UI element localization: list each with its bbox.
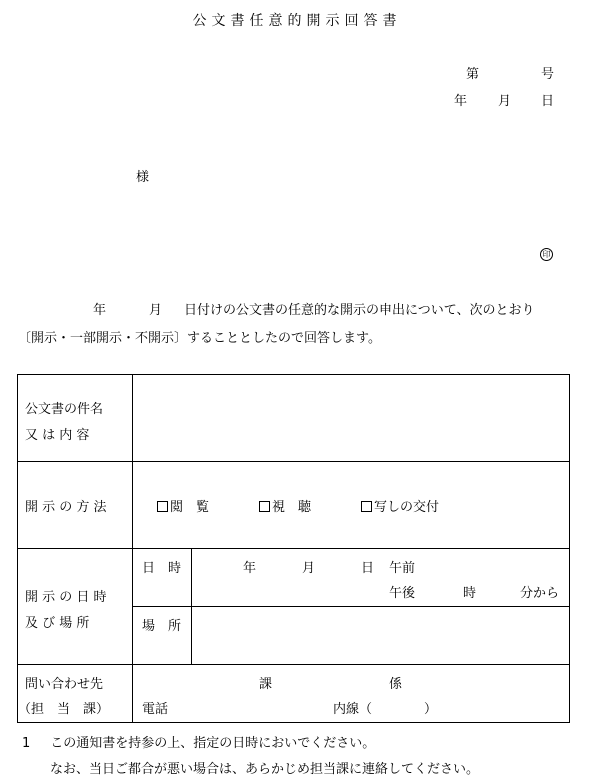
dt-hour: 時 [463, 586, 477, 601]
note-1-number: 1 [22, 736, 31, 751]
contact-phone: 電話 [142, 702, 169, 717]
body-line-1 [93, 299, 535, 318]
label-or-content: 又 は 内 容 [25, 428, 90, 443]
method-option-listen[interactable] [259, 496, 311, 515]
label-disclosure-datetime: 開 示 の 日 時 [25, 590, 107, 605]
method-listen-label: 視 聴 [272, 500, 312, 515]
dt-year: 年 [243, 561, 257, 576]
label-document-name: 公文書の件名 [25, 402, 104, 417]
contact-subsection: 係 [389, 677, 403, 692]
document-title: 公文書任意的開示回答書 [192, 13, 402, 29]
dt-month: 月 [302, 561, 316, 576]
note-1 [22, 732, 375, 751]
checkbox-icon[interactable] [361, 501, 372, 512]
dt-am: 午前 [389, 561, 416, 576]
date-year: 年 [454, 94, 468, 109]
label-and-place: 及 び 場 所 [25, 616, 90, 631]
seal-mark: 印 [540, 248, 553, 261]
body-year: 年 [93, 303, 107, 318]
note-2: なお、当日ご都合が悪い場合は、あらかじめ担当課に連絡してください。 [50, 762, 480, 777]
dt-day: 日 [361, 561, 375, 576]
dt-minute-from: 分から [520, 586, 560, 601]
body-month: 月 [149, 303, 163, 318]
method-copy-label: 写しの交付 [374, 500, 440, 515]
label-place: 場 所 [142, 619, 182, 634]
date-day: 日 [541, 94, 555, 109]
contact-section: 課 [259, 677, 273, 692]
label-responsible-section: （担 当 課） [18, 702, 110, 717]
label-contact: 問い合わせ先 [25, 677, 104, 692]
dt-pm: 午後 [389, 586, 416, 601]
label-datetime: 日 時 [142, 561, 182, 576]
label-disclosure-method: 開 示 の 方 法 [25, 500, 107, 515]
number-dai: 第 [466, 67, 480, 82]
contact-extension: 内線（ ） [333, 702, 438, 717]
method-option-copy[interactable] [361, 496, 439, 515]
number-go: 号 [541, 67, 555, 82]
method-view-label: 閲 覧 [170, 500, 210, 515]
method-option-view[interactable] [157, 496, 209, 515]
addressee-sama: 様 [136, 170, 150, 185]
body-text-1: 日付けの公文書の任意的な開示の申出について、次のとおり [184, 303, 535, 318]
date-month: 月 [498, 94, 512, 109]
checkbox-icon[interactable] [157, 501, 168, 512]
body-line-2: 〔開示・一部開示・不開示〕することとしたので回答します。 [18, 331, 381, 346]
checkbox-icon[interactable] [259, 501, 270, 512]
note-1-text: この通知書を持参の上、指定の日時においでください。 [50, 736, 376, 751]
